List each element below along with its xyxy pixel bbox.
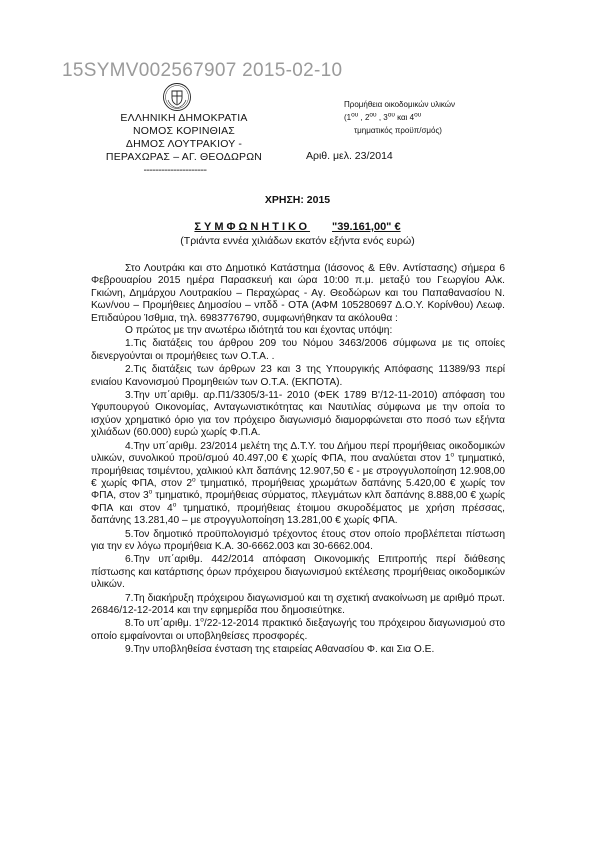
clause-9: 9.Την υποβληθείσα ένσταση της εταιρείας Αθανασίου Φ. και Σια Ο.Ε. [125, 644, 435, 656]
subject-line-2: ($1^{o\upsilon}$ , $2^{o\upsilon}$ , $3^{o\upsilon}$ και $4^{o\upsilon}$ [344, 111, 422, 122]
greek-coat-of-arms-icon [162, 82, 192, 112]
intro-paragraph: Στο Λουτράκι και στο Δημοτικό Κατάστημα (Ιάσονος & Εθν. Αντίστασης) σήμερα 6 Φεβρουαρίου 2015 ημέρα Παρασκευή και ώρα 10:00 π.μ. μεταξύ του Γεωργίου Αλκ. Γκιώνη, Δημάρχου Λουτρακίου – Περαχώρας - Αγ. Θεοδώρων και του Παπαθανασίου Ν. Κων/νου – Προμήθειες Δημοσίου – νπδδ - ΟΤΑ (ΑΦΜ 105280697 Δ.Ο.Υ. Κορίνθου) Λεωφ. Επιδαύρου Ίσθμια, τηλ. 6983776790, συμφωνήθηκαν τα ακόλουθα : [91, 263, 505, 324]
contract-title [0, 221, 595, 233]
clause-4: 4.Την υπ΄αριθμ. 23/2014 μελέτη της Δ.Τ.Υ. του Δήμου περί προμήθειας οικοδομικών υλικών, συνολικού προϋ/σμού 40.497,00 € χωρίς ΦΠΑ, που αναλύεται στον $1^o$ τμηματικό, προμήθειας τσιμέντου, χαλικιού κλπ δαπάνης 12.907,50 € - με στρογγυλοποίηση 12.908,00 € χωρίς ΦΠΑ, στον $2^o$ τμηματικό, προμήθειας χρωμάτων δαπάνης 5.420,00 € χωρίς τον ΦΠΑ, στον $3^o$ τμηματικό, προμήθειας σύρματος, πλεγμάτων κλπ δαπάνης 8.888,00 € χωρίς ΦΠΑ και στον $4^o$ τμηματικό, προμήθειας έτοιμου σκυροδέματος με χρήση πρέσσας, δαπάνης 13.281,40 – με στρογγυλοποίηση 13.281,00 € χωρίς ΦΠΑ. [91, 440, 506, 527]
issuer-country: ΕΛΛΗΝΙΚΗ ΔΗΜΟΚΡΑΤΙΑ [120, 112, 248, 124]
subject-line-3: τμηματικός προϋπ/σμός) [354, 126, 442, 135]
study-number: Αριθ. μελ. 23/2014 [306, 150, 393, 162]
contract-body [91, 263, 505, 657]
contract-amount: "39.161,00" € [332, 221, 401, 233]
contract-title-word: ΣΥΜΦΩΝΗΤΙΚΟ [194, 221, 311, 233]
clause-8: 8.Το υπ΄αριθμ. $1^o/22-12-2014$ πρακτικό διεξαγωγής του πρόχειρου διαγωνισμού στο οποίο εμφαίνονται οι υποβληθείσες προσφορές. [91, 616, 505, 642]
clause-2: 2.Τις διατάξεις των άρθρων 23 και 3 της Υπουργικής Απόφασης 11389/93 περί ενιαίου Κανονισμού Προμηθειών των Ο.Τ.Α. (ΕΚΠΟΤΑ). [91, 364, 505, 388]
issuer-municipality: ΔΗΜΟΣ ΛΟΥΤΡΑΚΙΟΥ - [125, 138, 243, 150]
issuer-prefecture: ΝΟΜΟΣ ΚΟΡΙΝΘΙΑΣ [132, 125, 235, 137]
preface-paragraph: Ο πρώτος με την ανωτέρω ιδιότητά του και έχοντας υπόψη: [125, 325, 393, 337]
issuer-header [74, 112, 294, 177]
clause-1: 1.Τις διατάξεις του άρθρου 209 του Νόμου 3463/2006 σύμφωνα με τις οποίες διενεργούνται οι προμήθειες των Ο.Τ.Α. . [91, 338, 505, 362]
issuer-municipality-cont: ΠΕΡΑΧΩΡΑΣ – ΑΓ. ΘΕΟΔΩΡΩΝ [105, 151, 263, 163]
document-watermark: 15SYMV002567907 2015-02-10 [62, 60, 343, 81]
clause-7: 7.Τη διακήρυξη πρόχειρου διαγωνισμού και τη σχετική ανακοίνωση με αριθμό πρωτ. 26846/12-12-2014 και την εφημερίδα που δημοσιεύτηκε. [91, 592, 505, 616]
contract-amount-words: (Τριάντα εννέα χιλιάδων εκατόν εξήντα ενός ευρώ) [180, 235, 415, 247]
clause-6: 6.Την υπ΄αριθμ. 442/2014 απόφαση Οικονομικής Επιτροπής περί διάθεσης πίστωσης και κατάρτισης όρων πρόχειρου διαγωνισμού εκτέλεσης προμήθειας οικοδομικών υλικών. [91, 554, 505, 591]
fiscal-year: ΧΡΗΣΗ: 2015 [264, 194, 331, 206]
subject-line-1: Προμήθεια οικοδομικών υλικών [344, 100, 456, 109]
header-separator: --------------------- [143, 164, 207, 176]
clause-5: 5.Τον δημοτικό προϋπολογισμό τρέχοντος έτους στον οποίο προβλέπεται πίστωση για την εν λόγω προμήθεια Κ.Α. 30-6662.003 και 30-6662.004. [91, 528, 505, 552]
subject-header [344, 98, 544, 137]
clause-3: 3.Την υπ΄αριθμ. αρ.Π1/3305/3-11- 2010 (ΦΕΚ 1789 Β'/12-11-2010) απόφαση του Υφυπουργού Οικονομίας, Ανταγωνιστικότητας και Ναυτιλίας σύμφωνα με την οποία το ισχύον χρηματικό όριο για τον πρόχειρο διαγωνισμό διαμορφώνεται στο ποσό των εξήντα χιλιάδων (60.000) ευρώ χωρίς Φ.Π.Α. [91, 390, 505, 439]
